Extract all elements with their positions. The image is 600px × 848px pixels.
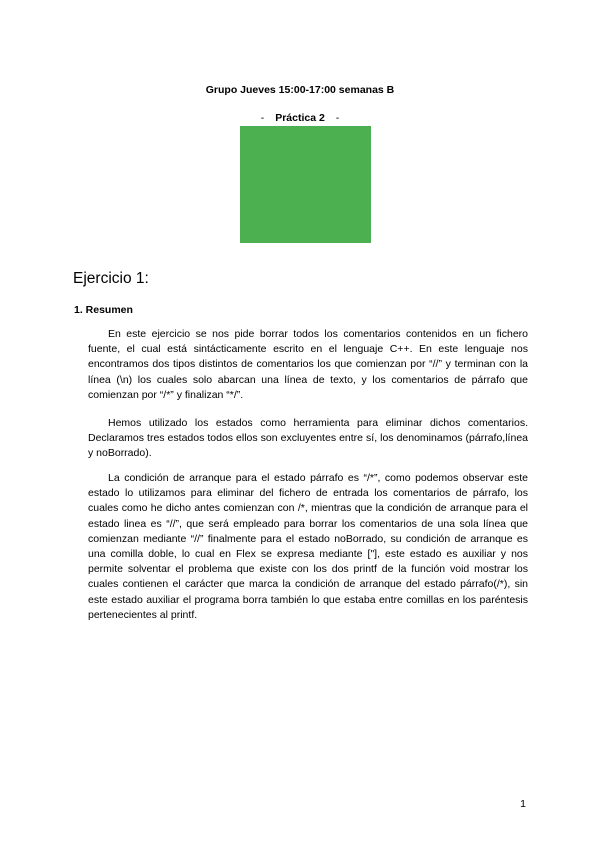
page-number: 1 xyxy=(520,798,526,810)
practice-dash-right: - xyxy=(335,112,340,124)
practice-label: Práctica 2 xyxy=(275,112,325,124)
summary-heading: 1. Resumen xyxy=(74,304,133,316)
practice-title xyxy=(0,112,600,124)
exercise-heading: Ejercicio 1: xyxy=(73,270,149,287)
group-title: Grupo Jueves 15:00-17:00 semanas B xyxy=(205,84,395,96)
paragraph-3: La condición de arranque para el estado párrafo es “/*”, como podemos observar este estado lo utilizamos para eliminar del fichero de entrada los comentarios de párrafo, los cuales como he dicho antes comienzan con /*, mientras que la condición de arranque para el estado linea es “//”, que será empleado para borrar los comentarios de una sola línea que comienzan mediante “//” finalmente para el estado noBorrado, su condición de arranque es una comilla doble, lo cual en Flex se expresa mediante ["], este estado es auxiliar y nos permite solventar el problema que existe con los dos printf de la función void mostrar los cuales contienen el carácter que marca la condición de arranque del estado párrafo(/*), sin este estado auxiliar el programa borra también lo que estaba entre comillas en los paréntesis pertenecientes al printf. xyxy=(88,472,528,621)
green-image-placeholder xyxy=(240,126,371,243)
practice-dash-left: - xyxy=(260,112,265,124)
paragraph-1: En este ejercicio se nos pide borrar todos los comentarios contenidos en un fichero fuente, el cual está sintácticamente escrito en el lenguaje C++. En este lenguaje nos encontramos dos tipos distintos de comentarios los que comienzan por “//” y terminan con la línea (\n) los cuales solo abarcan una línea de texto, y los comentarios de párrafo que comienzan por “/*” y finalizan “*/”. xyxy=(88,328,528,401)
paragraph-2: Hemos utilizado los estados como herramienta para eliminar dichos comentarios. Declaramos tres estados todos ellos son excluyentes entre sí, los denominamos (párrafo,línea y noBorrado). xyxy=(88,417,528,460)
